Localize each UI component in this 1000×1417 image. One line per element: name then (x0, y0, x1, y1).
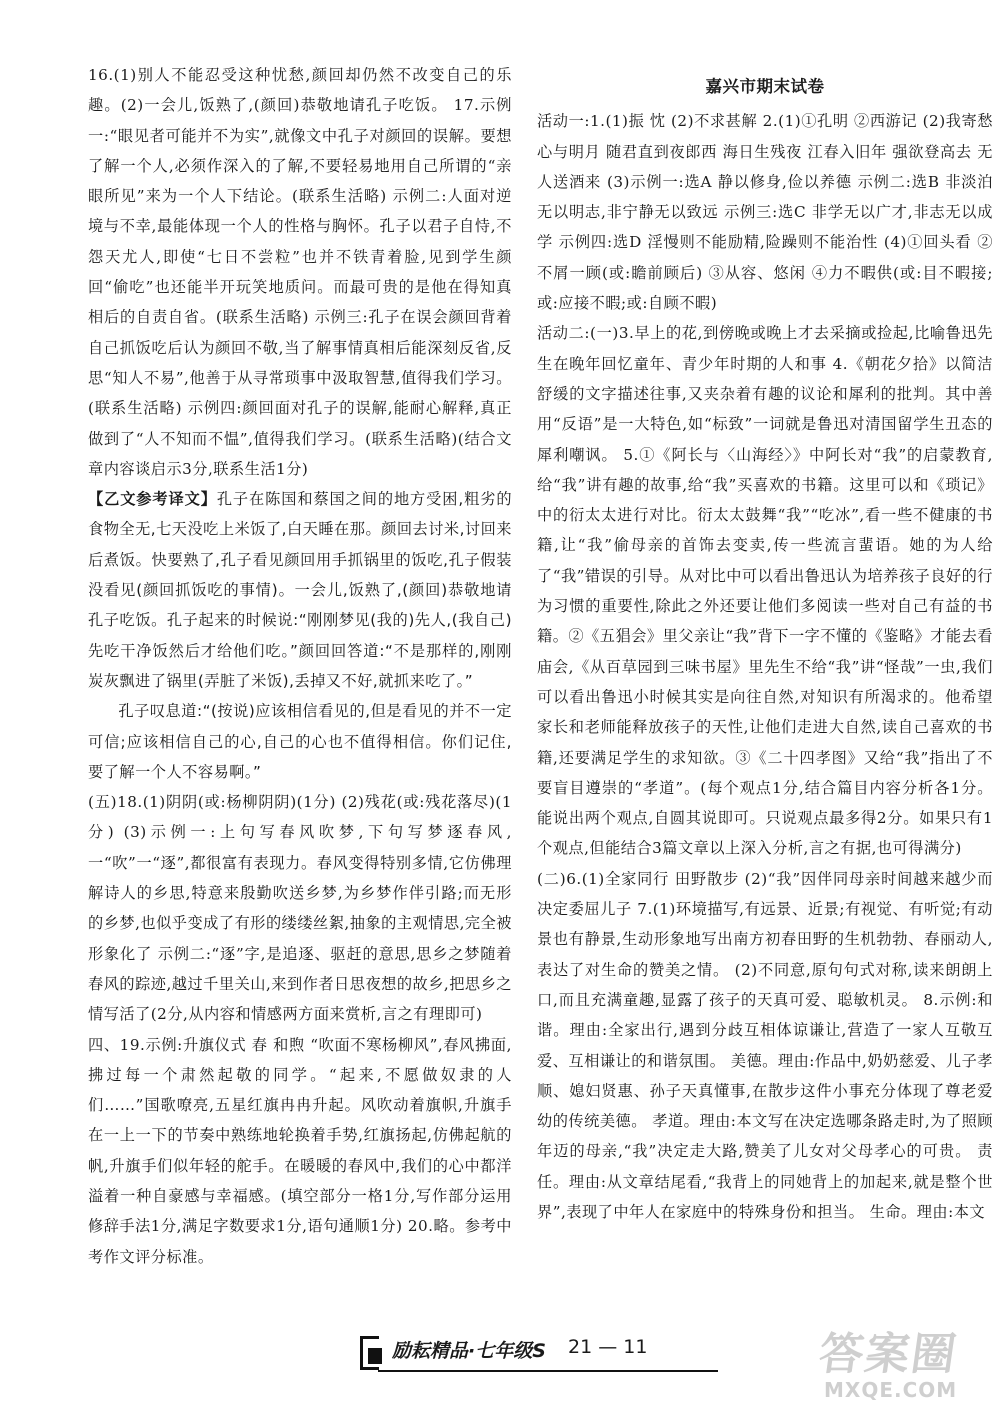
answer-19-20: 四、19.示例:升旗仪式 春 和煦 “吹面不寒杨柳风”,春风拂面,拂过每一个肃然起敬的同学。“起来,不愿做奴隶的人们……”国歌嘹亮,五星红旗冉冉升起。风吹动着旗帜,升旗手在一上一下的节奏中熟练地轮换着手势,红旗扬起,仿佛起航的帆,升旗手们似年轻的舵手。在暖暖的春风中,我们的心中都洋溢着一种自豪感与幸福感。(填空部分一格1分,写作部分运用修辞手法1分,满足字数要求1分,语句通顺1分) 20.略。参考中考作文评分标准。 (88, 1035, 512, 1266)
translation-tag: 【乙文参考译文】 (88, 490, 217, 509)
answer-16-17: 16.(1)别人不能忍受这种忧愁,颜回却仍然不改变自己的乐趣。(2)一会儿,饭熟了,(颜回)恭敬地请孔子吃饭。 17.示例一:“眼见者可能并不为实”,就像文中孔子对颜回的误解。要想了解一个人,必须作深入的了解,不要轻易地用自己所谓的“亲眼所见”来为一个人下结论。(联系生活略) 示例二:人面对逆境与不幸,最能体现一个人的性格与胸怀。孔子以君子自恃,不怨天尤人,即使“七日不尝粒”也并不铁青着脸,见到学生颜回“偷吃”也还能半开玩笑地质问。而最可贵的是他在得知真相后的自责自省。(联系生活略) 示例三:孔子在误会颜回背着自己抓饭吃后认为颜回不敬,当了解事情真相后能深刻反省,反思“知人不易”,他善于从寻常琐事中汲取智慧,值得我们学习。(联系生活略) 示例四:颜回面对孔子的误解,能耐心解释,真正做到了“人不知而不愠”,值得我们学习。(联系生活略)(结合文章内容谈启示3分,联系生活1分) (88, 66, 512, 478)
page-footer (360, 1334, 780, 1374)
activity-two-part-one: 活动二:(一)3.早上的花,到傍晚或晚上才去采摘或捡起,比喻鲁迅先生在晚年回忆童年、青少年时期的人和事 4.《朝花夕拾》以简洁舒缓的文字描述往事,又夹杂着有趣的议论和犀利的批判。其中善用“反语”是一大特色,如“标致”一词就是鲁迅对清国留学生丑态的犀利嘲讽。 5.①《阿长与〈山海经〉》中阿长对“我”的启蒙教育,给“我”讲有趣的故事,给“我”买喜欢的书籍。这里可以和《琐记》中的衍太太进行对比。衍太太鼓舞“我”“吃冰”,看一些不健康的书籍,让“我”偷母亲的首饰去变卖,传一些流言蜚语。她的为人给了“我”错误的引导。从对比中可以看出鲁迅认为培养孩子良好的行为习惯的重要性,除此之外还要让他们多阅读一些对自己有益的书籍。②《五猖会》里父亲让“我”背下一字不懂的《鉴略》才能去看庙会,《从百草园到三味书屋》里先生不给“我”讲“怪哉”一虫,我们可以看出鲁迅小时候其实是向往自然,对知识有所渴求的。他希望家长和老师能释放孩子的天性,让他们走进大自然,读自己喜欢的书籍,还要满足学生的求知欲。③《二十四孝图》又给“我”指出了不要盲目遵崇的“孝道”。(每个观点1分,结合篇目内容分析各1分。能说出两个观点,自圆其说即可。只说观点最多得2分。如果只有1个观点,但能结合3篇文章以上深入分析,言之有据,也可得满分) (537, 324, 993, 858)
watermark (812, 1318, 992, 1414)
answer-18: (五)18.(1)阴阴(或:杨柳阴阴)(1分) (2)残花(或:残花落尽)(1分) (3)示例一:上句写春风吹梦,下句写梦逐春风,一“吹”一“逐”,都很富有表现力。春风变得特别多情,它仿佛理解诗人的乡思,特意来殷勤吹送乡梦,为乡梦作伴引路;而无形的乡梦,也似乎变成了有形的缕缕丝絮,抽象的主观情思,完全被形象化了 示例二:“逐”字,是追逐、驱赶的意思,思乡之梦随着春风的踪迹,越过千里关山,来到作者日思夜想的故乡,把思乡之情写活了(2分,从内容和情感两方面来赏析,言之有理即可) (88, 793, 512, 1024)
translation-text-1: 孔子在陈国和蔡国之间的地方受困,粗劣的食物全无,七天没吃上米饭了,白天睡在那。颜回去讨米,讨回来后煮饭。快要熟了,孔子看见颜回用手抓锅里的饭吃,孔子假装没看见(颜回抓饭吃的事情)。一会儿,饭熟了,(颜回)恭敬地请孔子吃饭。孔子起来的时候说:“刚刚梦见(我的)先人,(我自己)先吃干净饭然后才给他们吃。”颜回回答道:“不是那样的,刚刚炭灰飘进了锅里(弄脏了米饭),丢掉又不好,就抓来吃了。” (88, 490, 513, 690)
watermark-text: 答案圈 (815, 1329, 961, 1380)
left-column (88, 60, 512, 1272)
footer-rule (378, 1370, 718, 1372)
footer-book-title: 励耘精品·七年级S (392, 1340, 546, 1362)
translation-para-1 (88, 484, 512, 696)
right-column (537, 60, 993, 1227)
footer-page-number: 21 — 11 (568, 1336, 648, 1358)
translation-para-2: 孔子叹息道:“(按说)应该相信看见的,但是看见的并不一定可信;应该相信自己的心,自己的心也不值得相信。你们记住,要了解一个人不容易啊。” (88, 702, 512, 781)
exam-title: 嘉兴市期末试卷 (705, 77, 825, 96)
watermark-url: MXQE.COM (824, 1378, 958, 1402)
footer-block-icon (368, 1348, 382, 1364)
activity-one: 活动一:1.(1)振 忱 (2)不求甚解 2.(1)①孔明 ②西游记 (2)我寄愁心与明月 随君直到夜郎西 海日生残夜 江春入旧年 强欲登高去 无人送酒来 (3)示例一:选A 静以修身,俭以养德 示例二:选B 非淡泊无以明志,非宁静无以致远 示例三:选C 非学无以广才,非志无以成学 示例四:选D 淫慢则不能励精,险躁则不能治性 (4)①回头看 ②不屑一顾(或:瞻前顾后) ③从容、悠闲 ④力不暇供(或:目不暇接;或:应接不暇;或:自顾不暇) (537, 112, 993, 313)
activity-two-part-two: (二)6.(1)全家同行 田野散步 (2)“我”因伴同母亲时间越来越少而决定委屈儿子 7.(1)环境描写,有远景、近景;有视觉、有听觉;有动景也有静景,生动形象地写出南方初春田野的生机勃勃、春丽动人,表达了对生命的赞美之情。 (2)不同意,原句句式对称,读来朗朗上口,而且充满童趣,显露了孩子的天真可爱、聪敏机灵。 8.示例:和谐。理由:全家出行,遇到分歧互相体谅谦让,营造了一家人互敬互爱、互相谦让的和谐氛围。 美德。理由:作品中,奶奶慈爱、儿子孝顺、媳妇贤惠、孙子天真懂事,在散步这件小事充分体现了尊老爱幼的传统美德。 孝道。理由:本文写在决定选哪条路走时,为了照顾年迈的母亲,“我”决定走大路,赞美了儿女对父母孝心的可贵。 责任。理由:从文章结尾看,“我背上的同她背上的加起来,就是整个世界”,表现了中年人在家庭中的特殊身份和担当。 生命。理由:本文 (537, 869, 993, 1221)
